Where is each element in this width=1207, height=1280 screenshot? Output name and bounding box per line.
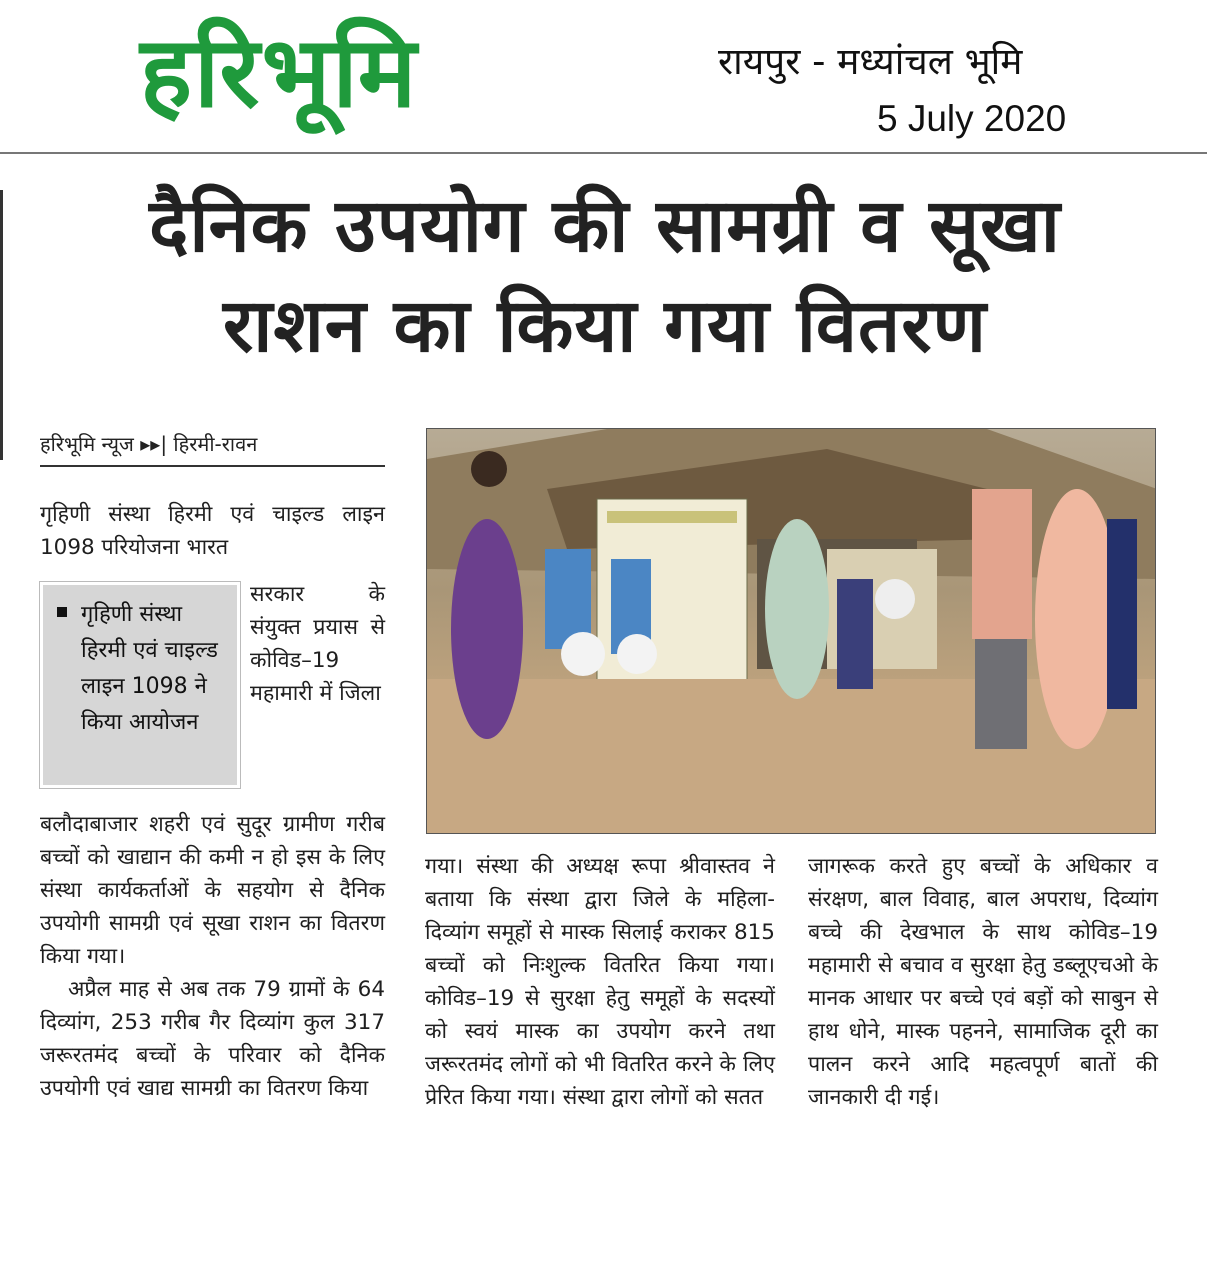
column-1-side — [250, 578, 385, 710]
person-woman-saree — [765, 519, 829, 699]
column-1-intro-text: गृहिणी संस्था हिरमी एवं चाइल्ड लाइन 1098 परियोजना भारत — [40, 502, 385, 560]
newspaper-logo — [140, 16, 419, 130]
pullout-text: गृहिणी संस्था हिरमी एवं चाइल्ड लाइन 1098 ने किया आयोजन — [81, 602, 218, 735]
banner-title-strip — [607, 511, 737, 523]
headline-line-2: राशन का किया गया वितरण — [223, 283, 987, 369]
column-1-paragraph-2: अप्रैल माह से अब तक 79 ग्रामों के 64 दिव्यांग, 253 गरीब गैर दिव्यांग कुल 317 जरूरतमंद बच्चों के परिवार को दैनिक उपयोगी एवं खाद्य सामग्री का वितरण किया — [40, 977, 385, 1101]
news-photo-image — [427, 429, 1156, 834]
person-woman-peach — [1035, 489, 1119, 749]
edition-name: रायपुर - मध्यांचल भूमि — [718, 40, 1023, 83]
logo-text: हरिभूमि — [140, 16, 419, 130]
column-1-side-text: सरकार के संयुक्त प्रयास से कोविड–19 महामारी में जिला — [250, 582, 385, 706]
column-edge-rule — [0, 190, 3, 460]
column-3 — [808, 850, 1158, 1114]
person-head — [471, 451, 507, 487]
article-headline — [20, 176, 1190, 376]
headline-line-1: दैनिक उपयोग की सामग्री व सूखा — [149, 183, 1061, 269]
person-man-pink-shirt — [972, 489, 1032, 639]
header-divider — [0, 152, 1207, 154]
publication-date: 5 July 2020 — [877, 98, 1067, 139]
column-2-text: गया। संस्था की अध्यक्ष रूपा श्रीवास्तव ने बताया कि संस्था द्वारा जिले के महिला-दिव्यांग समूहों से मास्क सिलाई कराकर 815 बच्चों को निःशुल्क वितरित किया गया। कोविड–19 से सुरक्षा हेतु समूहों के सदस्यों को स्वयं मास्क का उपयोग करने तथा जरूरतमंद लोगों को भी वितरित करने के लिए प्रेरित किया गया। संस्था द्वारा लोगों को सतत — [425, 854, 775, 1110]
dupatta-navy — [1107, 519, 1137, 709]
bullet-square-icon — [57, 607, 67, 617]
column-1-intro — [40, 498, 385, 564]
pullout-box — [40, 582, 240, 788]
news-photo — [426, 428, 1156, 834]
person-girl-purple — [451, 519, 523, 739]
person-girl-small — [837, 579, 873, 689]
column-2 — [425, 850, 775, 1114]
column-1-body — [40, 808, 385, 1105]
byline: हरिभूमि न्यूज ▸▸| हिरमी-रावन — [40, 430, 385, 467]
column-1-paragraph-1: बलौदाबाजार शहरी एवं सुदूर ग्रामीण गरीब बच्चों को खाद्यान की कमी न हो इस के लिए संस्था कार्यकर्ताओं के सहयोग से दैनिक उपयोगी सामग्री एवं सूखा राशन का वितरण किया गया। — [40, 812, 385, 969]
person-man-trousers — [975, 639, 1027, 749]
ration-bag-3 — [875, 579, 915, 619]
ration-bag-1 — [561, 632, 605, 676]
ration-bag-2 — [617, 634, 657, 674]
column-3-text: जागरूक करते हुए बच्चों के अधिकार व संरक्षण, बाल विवाह, बाल अपराध, दिव्यांग बच्चे की देखभाल के साथ कोविड–19 महामारी से बचाव व सुरक्षा हेतु डब्लूएचओ के मानक आधार पर बच्चे एवं बड़ों को साबुन से हाथ धोने, मास्क पहनने, सामाजिक दूरी का पालन करने आदि महत्वपूर्ण बातों की जानकारी दी गई। — [808, 854, 1158, 1110]
